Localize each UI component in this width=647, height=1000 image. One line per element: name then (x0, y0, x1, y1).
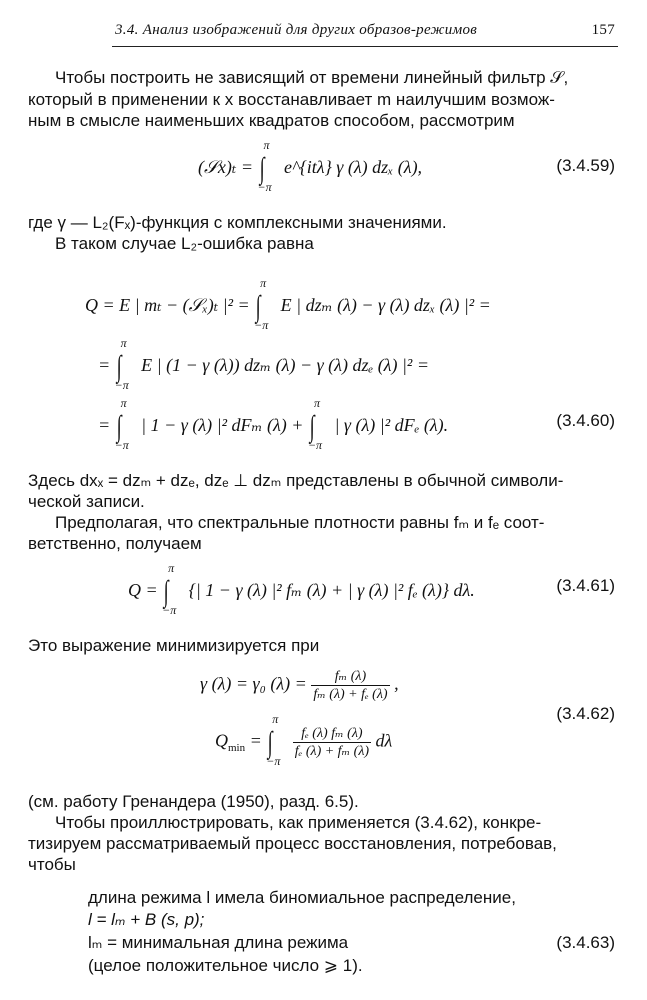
integral-lower-limit: −π (307, 438, 323, 452)
eq-integrand: {| 1 − γ (λ) |² fₘ (λ) + | γ (λ) |² fₑ (λ)} dλ. (188, 580, 475, 601)
eq-rhs: E | (1 − γ (λ)) dzₘ (λ) − γ (λ) dzₑ (λ) |² = (141, 355, 429, 376)
equation-3-4-62-line-1 (200, 668, 399, 703)
text-line: Это выражение минимизируется при (28, 636, 320, 655)
integral-sign: ∫ (116, 410, 122, 443)
text-line: который в применении к x восстанавливает m наилучшим возмож- (28, 90, 555, 109)
eq-sign: = (98, 355, 111, 376)
eq-term: | γ (λ) |² dFₑ (λ). (334, 415, 449, 436)
integral-upper-limit: π (120, 396, 127, 410)
condition-line: l = lₘ + B (s, p); (88, 910, 205, 929)
page-number: 157 (591, 22, 615, 38)
eq-punct: , (394, 673, 399, 694)
integral-lower-limit: −π (266, 753, 281, 768)
eq-lhs: (𝒮x)ₜ = (198, 157, 253, 178)
text-line: Здесь dxₓ = dzₘ + dzₑ, dzₑ ⊥ dzₘ представлены в обычной символи- (28, 471, 564, 490)
running-head (115, 22, 615, 46)
fraction-denominator: fₑ (λ) + fₘ (λ) (294, 744, 370, 759)
eq-integrand: e^{itλ} γ (λ) dzₓ (λ), (284, 157, 423, 178)
integral-upper-limit: π (168, 561, 175, 575)
text-line: В таком случае L₂-ошибка равна (55, 234, 314, 253)
integral-upper-limit: π (260, 276, 267, 290)
integral-upper-limit: π (272, 711, 279, 726)
fraction-numerator: fₘ (λ) (311, 668, 389, 686)
integral-upper-limit: π (120, 336, 127, 350)
eq-sign: = (98, 415, 111, 436)
text-line: ветственно, получаем (28, 534, 202, 553)
header-rule (112, 46, 618, 47)
equation-number: (3.4.59) (556, 156, 615, 175)
equation-number: (3.4.60) (556, 411, 615, 430)
integral-sign: ∫ (259, 152, 265, 185)
integral-lower-limit: −π (114, 378, 129, 392)
equation-3-4-60-line-1 (85, 276, 491, 332)
text-line: ческой записи. (28, 492, 145, 511)
eq-rhs: E | dzₘ (λ) − γ (λ) dzₓ (λ) |² = (280, 295, 491, 316)
text-line: Чтобы проиллюстрировать, как применяется (3.4.62), конкре- (55, 813, 542, 832)
integral-sign: ∫ (255, 290, 261, 323)
fraction (293, 725, 371, 760)
integral-upper-limit: π (313, 396, 320, 410)
fraction-numerator: fₑ (λ) fₘ (λ) (293, 725, 371, 743)
equation-3-4-62-line-2 (215, 711, 393, 768)
equation-3-4-60-line-2 (98, 336, 429, 392)
text-line: Чтобы построить не зависящий от времени линейный фильтр 𝒮, (55, 68, 569, 87)
equation-3-4-60-line-3 (98, 396, 449, 452)
equation-number: (3.4.61) (556, 576, 615, 595)
text-line: где γ — L₂(Fₓ)-функция с комплексными значениями. (28, 213, 447, 232)
text-line: Предполагая, что спектральные плотности равны fₘ и fₑ соот- (55, 513, 545, 532)
integral-lower-limit: −π (162, 603, 177, 617)
eq-differential: dλ (375, 730, 393, 751)
eq-term: | 1 − γ (λ) |² dFₘ (λ) + (141, 415, 304, 436)
fraction (311, 668, 389, 703)
condition-line: lₘ = минимальная длина режима (88, 933, 349, 952)
integral-upper-limit: π (263, 138, 270, 152)
eq-lhs: γ (λ) = γ₀ (λ) = (200, 673, 307, 694)
eq-lhs: Q (215, 730, 228, 751)
integral-lower-limit: −π (114, 438, 129, 452)
integral-sign: ∫ (309, 410, 315, 443)
text-line: тизируем рассматриваемый процесс восстановления, потребовав, (28, 834, 557, 853)
fraction-denominator: fₘ (λ) + fₑ (λ) (313, 687, 388, 702)
text-line: чтобы (28, 855, 76, 874)
eq-sign: = (249, 730, 262, 751)
integral-sign: ∫ (163, 575, 169, 608)
condition-line: длина режима l имела биномиальное распределение, (88, 888, 516, 907)
eq-subscript: min (228, 742, 246, 755)
section-title: 3.4. Анализ изображений для других образов-режимов (115, 22, 478, 38)
equation-3-4-61 (128, 561, 475, 617)
condition-line: (целое положительное число ⩾ 1). (88, 956, 363, 975)
eq-lhs: Q = (128, 580, 158, 601)
text-line: ным в смысле наименьших квадратов способом, рассмотрим (28, 111, 515, 130)
integral-lower-limit: −π (257, 180, 272, 194)
integral-lower-limit: −π (254, 318, 269, 332)
text-line: (см. работу Гренандера (1950), разд. 6.5). (28, 792, 359, 811)
integral-sign: ∫ (116, 350, 122, 383)
equation-3-4-59 (198, 138, 423, 194)
equation-number: (3.4.62) (556, 704, 615, 723)
equation-number: (3.4.63) (556, 933, 615, 952)
integral-sign: ∫ (267, 725, 273, 759)
eq-lhs: Q = E | mₜ − (𝒮ₓ)ₜ |² = (85, 295, 250, 316)
